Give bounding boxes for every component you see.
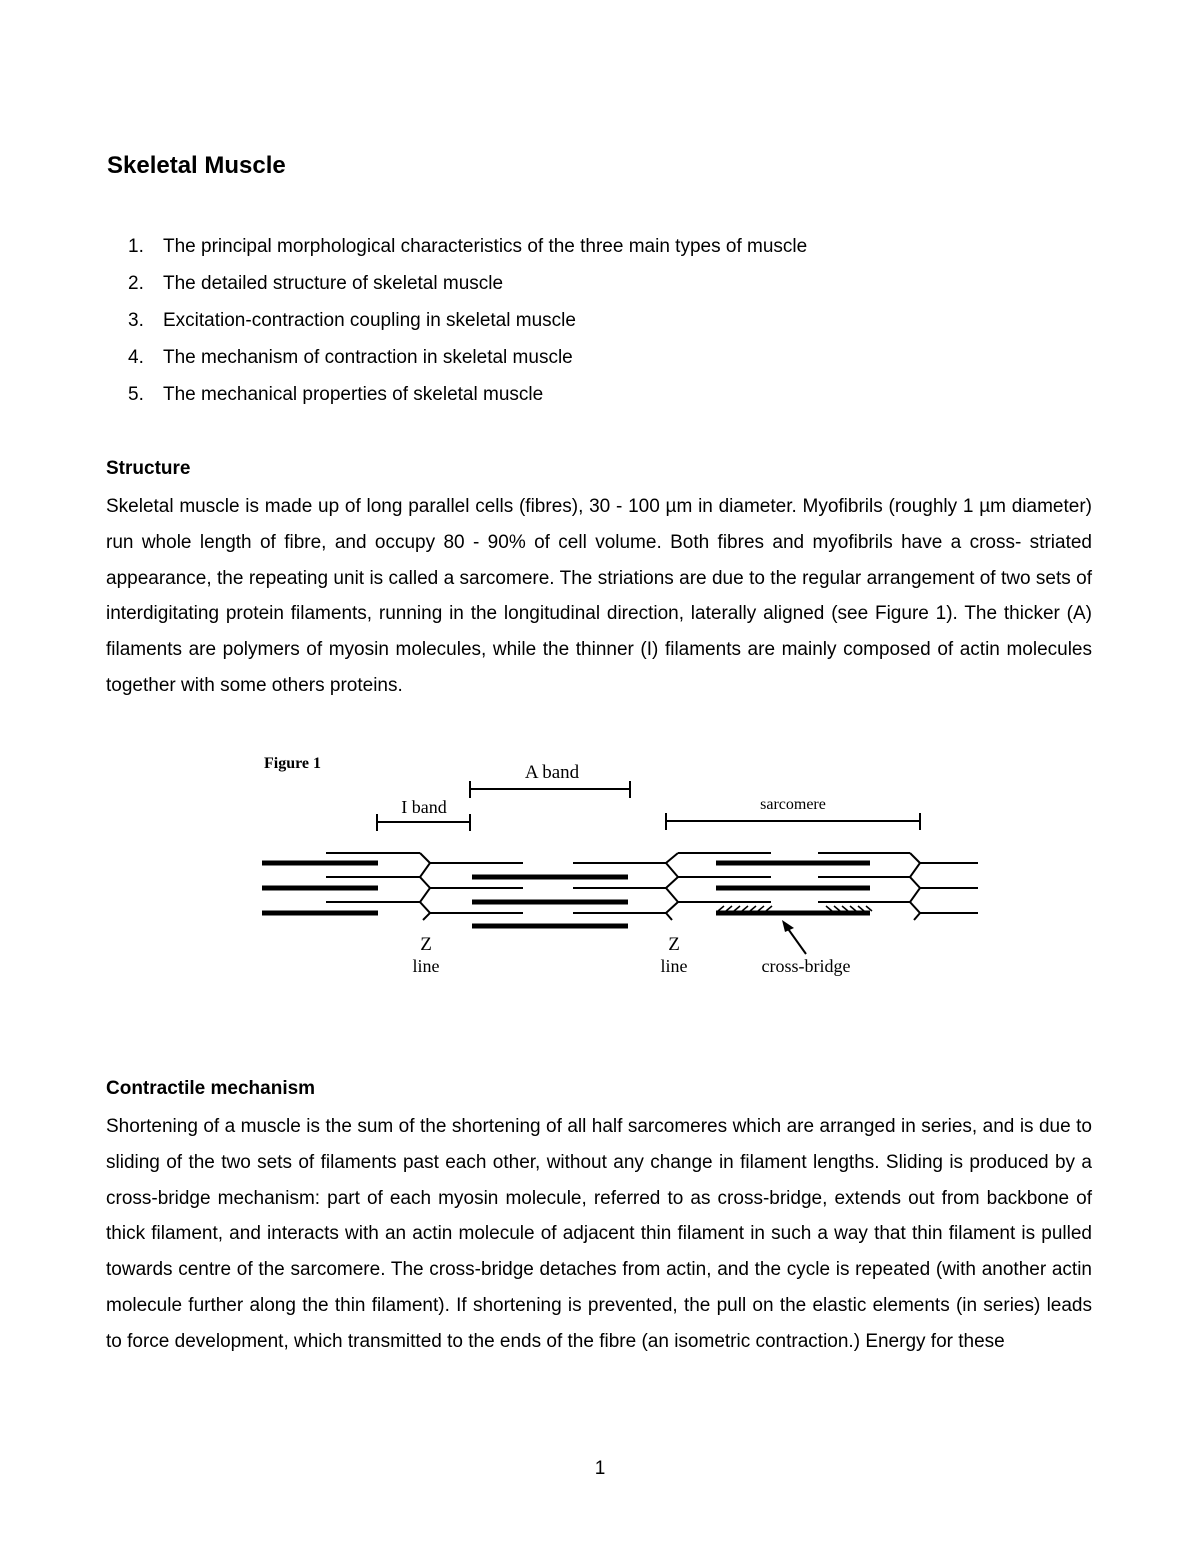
cross-bridge-marks — [718, 906, 872, 911]
list-item — [128, 382, 807, 419]
list-item — [128, 308, 807, 345]
cross-bridge-label: cross-bridge — [761, 956, 851, 976]
list-number: 2. — [128, 273, 144, 294]
structure-heading: Structure — [106, 458, 191, 479]
thin-filaments — [326, 853, 978, 913]
arrow-head-icon — [782, 920, 794, 932]
page-number: 1 — [594, 1458, 606, 1479]
list-item — [128, 271, 807, 308]
i-band-label: I band — [401, 797, 447, 817]
a-band-label: A band — [524, 762, 580, 783]
list-number: 3. — [128, 310, 144, 331]
list-number: 5. — [128, 384, 144, 405]
z-label-left: Z — [420, 934, 432, 955]
objectives-list — [128, 234, 807, 419]
z-label-middle: Z — [668, 934, 680, 955]
z-line-left — [420, 853, 430, 920]
list-text: The detailed structure of skeletal muscle — [163, 273, 504, 294]
z-line-middle — [666, 853, 678, 920]
page-title: Skeletal Muscle — [107, 152, 286, 179]
contractile-paragraph: Shortening of a muscle is the sum of the shortening of all half sarcomeres which are arranged in series, and is due to sliding of the two sets of filaments past each other, without any change in filament lengths. Sliding is produced by a cross-bridge mechanism: part of each myosin molecule, referred to as cross-bridge, extends out from backbone of thick filament, and interacts with an actin molecule of adjacent thin filament in such a way that thin filament is pulled towards centre of the sarcomere. The cross-bridge detaches from actin, and the cycle is repeated (with another actin molecule further along the thin filament). If shortening is prevented, the pull on the elastic elements (in series) leads to force development, which transmitted to the ends of the fibre (an isometric contraction.) Energy for these — [106, 1116, 1092, 1352]
figure-1 — [258, 740, 988, 990]
list-text: The mechanism of contraction in skeletal muscle — [163, 347, 573, 368]
line-label-middle: line — [660, 956, 688, 976]
list-text: The principal morphological characteristics of the three main types of muscle — [163, 236, 808, 257]
list-number: 4. — [128, 347, 144, 368]
figure-caption: Figure 1 — [264, 755, 322, 772]
sarcomere-label: sarcomere — [760, 796, 826, 813]
line-label-left: line — [412, 956, 440, 976]
list-item — [128, 234, 807, 271]
z-line-right — [910, 853, 920, 920]
list-number: 1. — [128, 236, 144, 257]
list-item — [128, 345, 807, 382]
contractile-heading: Contractile mechanism — [106, 1078, 316, 1099]
thick-filaments — [262, 863, 870, 926]
structure-paragraph: Skeletal muscle is made up of long parallel cells (fibres), 30 - 100 µm in diameter. Myofibrils (roughly 1 µm diameter) run whole length of fibre, and occupy 80 - 90% of cell volume. Both fibres and myofibrils have a cross- striated appearance, the repeating unit is called a sarcomere. The striations are due to the regular arrangement of two sets of interdigitating protein filaments, running in the longitudinal direction, laterally aligned (see Figure 1). The thicker (A) filaments are polymers of myosin molecules, while the thinner (I) filaments are mainly composed of actin molecules together with some others proteins. — [106, 496, 1092, 696]
sarcomere-diagram — [258, 740, 988, 990]
list-text: The mechanical properties of skeletal muscle — [163, 384, 544, 405]
list-text: Excitation-contraction coupling in skeletal muscle — [163, 310, 576, 331]
